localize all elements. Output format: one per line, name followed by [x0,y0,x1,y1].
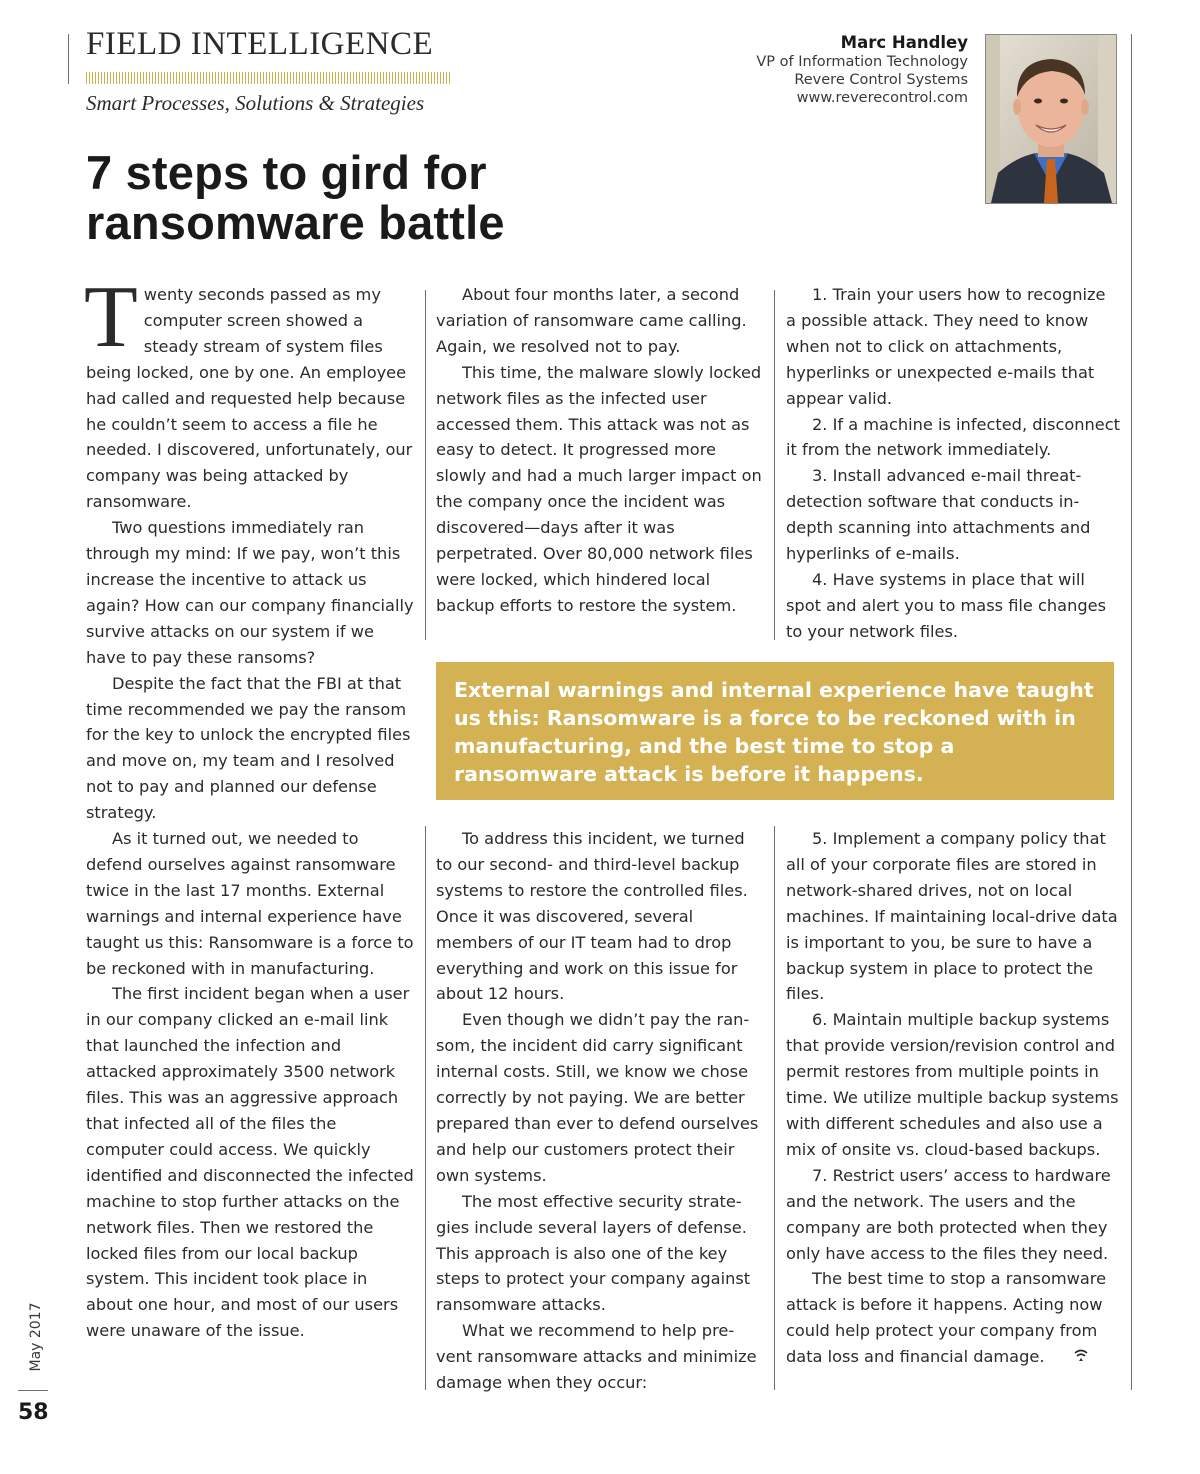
list-item: 3. Install advanced e-mail threat-detection software that conducts in-depth scanning into attachments and hyperlinks of e-mails. [786,466,1091,564]
headline-line-2: ransomware battle [86,196,505,249]
article-column-2-top [436,282,764,619]
author-website[interactable]: www.reverecontrol.com [796,90,968,106]
column-divider-2 [774,290,775,640]
paragraph: Two questions immediately ran through my mind: If we pay, won’t this increase the incentive to attack us again? How can our company financially survive attacks on our system if we have to pay these ransoms? [86,518,414,667]
paragraph: To address this incident, we turned to our second- and third-level backup systems to restore the controlled files. Once it was discovered, several members of our IT team had to drop everything and work on this issue for about 12 hours. [436,829,748,1004]
paragraph: Even though we didn’t pay the ransom, the incident did carry significant internal costs. Still, we know we chose correctly by not paying. We are better prepared than ever to defend ourselves and help our customers protect their own systems. [436,1010,759,1185]
paragraph [786,1266,1120,1370]
column-divider-3 [425,826,426,1390]
left-margin-rule [68,34,69,84]
section-tagline: Smart Processes, Solutions & Strategies [86,91,425,115]
article-column-3-bottom [786,826,1120,1371]
drop-cap: T [84,269,138,366]
closing-text: The best time to stop a ransomware attack is before it happens. Acting now could help protect your company from data loss and financial damage. [786,1269,1107,1367]
section-title: FIELD INTELLIGENCE [86,26,434,62]
article-column-3-top [786,282,1120,645]
paragraph [84,269,414,515]
paragraph-text: wenty seconds passed as my computer screen showed a steady stream of system files being locked, one by one. An employee had called and requested help because he couldn’t seem to access a file he needed. I discovered, unfortunately, our company was being attacked by ransomware. [86,285,413,512]
pull-quote: External warnings and internal experience have taught us this: Ransomware is a force to be reckoned with in manufacturing, and the best time to stop a ransomware attack is before it happens. [436,662,1114,800]
signal-wave-icon [1048,1345,1088,1371]
author-title: VP of Information Technology [756,54,968,70]
paragraph: About four months later, a second variation of ransomware came calling. Again, we resolved not to pay. [436,285,747,356]
list-item: 2. If a machine is infected, disconnect it from the network immediately. [786,414,1120,460]
article-headline [86,148,505,248]
paragraph: What we recommend to help prevent ransomware attacks and minimize damage when they occur: [436,1321,757,1393]
headline-line-1: 7 steps to gird for [86,146,487,199]
author-name: Marc Handley [840,33,968,52]
article-column-2-bottom [436,826,764,1396]
list-item: 1. Train your users how to recognize a possible attack. They need to know when not to click on attachments, hyperlinks or unexpected e-mails that appear valid. [786,285,1106,408]
column-divider-1 [425,290,426,640]
paragraph: Despite the fact that the FBI at that time recommended we pay the ransom for the key to unlock the encrypted files and move on, my team and I resolved not to pay and planned our defense strategy. [86,673,411,823]
decorative-hatch-rule [86,72,450,84]
list-item: 6. Maintain multiple backup systems that provide version/revision control and permit restores from multiple points in time. We utilize multiple backup systems with different schedules and also use a mix of onsite vs. cloud-based backups. [786,1010,1119,1159]
list-item: 5. Implement a company policy that all of your corporate files are stored in network-shared drives, not on local machines. If maintaining local-drive data is important to you, be sure to have a backup system in place to protect the files. [786,829,1118,1004]
article-column-1 [84,269,414,1344]
column-divider-4 [774,826,775,1390]
author-company: Revere Control Systems [794,72,968,88]
page-number: 58 [18,1400,49,1425]
list-item: 7. Restrict users’ access to hardware and the network. The users and the company are both protected when they only have access to the files they need. [786,1165,1111,1263]
paragraph: As it turned out, we needed to defend ourselves against ransomware twice in the last 17 months. External warnings and internal experience have taught us this: Ransomware is a force to be reckoned with in manufacturing. [86,829,414,978]
issue-date-text: May 2017 [28,1302,44,1372]
paragraph: This time, the malware slowly locked network files as the infected user accessed them. This attack was not as easy to detect. It progressed more slowly and had a much larger impact on the company once the incident was discovered—days after it was perpetrated. Over 80,000 network files were locked, which hindered local backup efforts to restore the system. [436,362,762,615]
author-photo [985,34,1117,204]
issue-date [18,1302,54,1372]
author-byline [756,33,968,107]
list-item: 4. Have systems in place that will spot and alert you to mass file changes to your network files. [786,569,1107,641]
paragraph: The first incident began when a user in our company clicked an e-mail link that launched the infection and attacked approximately 3500 network files. This was an aggressive approach that infected all of the files the computer could access. We quickly identified and disconnected the infected machine to stop further attacks on the network files. Then we restored the locked files from our local backup system. This incident took place in about one hour, and most of our users were unaware of the issue. [86,984,414,1341]
paragraph: The most effective security strategies include several layers of defense. This approach is also one of the key steps to protect your company against ransomware attacks. [436,1191,751,1315]
right-margin-rule [1131,34,1132,1390]
footer-divider [18,1390,48,1391]
